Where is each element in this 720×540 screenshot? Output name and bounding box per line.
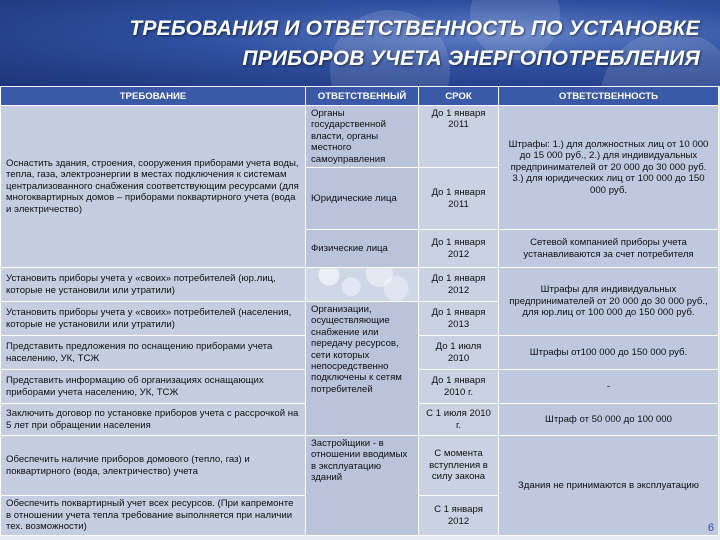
- term-cell: С 1 июля 2010 г.: [419, 404, 499, 436]
- liability-cell: Здания не принимаются в эксплуатацию: [499, 436, 719, 536]
- header-term: СРОК: [419, 87, 499, 106]
- responsible-cell: Органы государственной власти, органы местного самоуправления: [306, 106, 419, 168]
- liability-cell: Сетевой компанией приборы учета устанавливаются за счет потребителя: [499, 230, 719, 268]
- requirements-table: [0, 86, 719, 536]
- term-cell: До 1 января 2013: [419, 302, 499, 336]
- liability-cell: Штрафы: 1.) для должностных лиц от 10 000 до 15 000 руб., 2.) для индивидуальных предпринимателей от 20 000 до 30 000 руб. 3.) для юридических лиц от 100 000 до 150 000 руб.: [499, 106, 719, 230]
- requirement-cell: Заключить договор по установке приборов учета с рассрочкой на 5 лет при обращении населения: [1, 404, 306, 436]
- responsible-cell: Застройщики - в отношении вводимых в эксплуатацию зданий: [306, 436, 419, 536]
- term-cell: До 1 января 2012: [419, 230, 499, 268]
- requirement-cell: Обеспечить наличие приборов домового (тепло, газ) и поквартирного (вода, электричество) учета: [1, 436, 306, 496]
- title-line-2: ПРИБОРОВ УЧЕТА ЭНЕРГОПОТРЕБЛЕНИЯ: [242, 47, 700, 70]
- header-liability: ОТВЕТСТВЕННОСТЬ: [499, 87, 719, 106]
- responsible-cell: Физические лица: [306, 230, 419, 268]
- term-cell: До 1 января 2010 г.: [419, 370, 499, 404]
- requirement-cell: Установить приборы учета у «своих» потребителей (юр.лиц, которые не установили или утратили): [1, 268, 306, 302]
- term-cell: С момента вступления в силу закона: [419, 436, 499, 496]
- term-cell: До 1 января 2011: [419, 106, 499, 168]
- requirement-cell: Установить приборы учета у «своих» потребителей (населения, которые не установили или утратили): [1, 302, 306, 336]
- slide-header: [0, 0, 720, 86]
- table-row: [1, 106, 719, 168]
- term-cell: С 1 января 2012: [419, 496, 499, 536]
- table-header-row: [1, 87, 719, 106]
- term-cell: До 1 января 2012: [419, 268, 499, 302]
- term-cell: До 1 января 2011: [419, 168, 499, 230]
- slide-title: [0, 14, 700, 74]
- term-cell: До 1 июля 2010: [419, 336, 499, 370]
- page-number: 6: [707, 522, 714, 534]
- table-row: [1, 268, 719, 302]
- liability-cell: Штрафы от100 000 до 150 000 руб.: [499, 336, 719, 370]
- responsible-cell: Юридические лица: [306, 168, 419, 230]
- header-responsible: ОТВЕТСТВЕННЫЙ: [306, 87, 419, 106]
- table-row: [1, 436, 719, 496]
- title-line-1: ТРЕБОВАНИЯ И ОТВЕТСТВЕННОСТЬ ПО УСТАНОВКЕ: [129, 17, 700, 40]
- header-requirement: ТРЕБОВАНИЕ: [1, 87, 306, 106]
- requirement-cell: Обеспечить поквартирный учет всех ресурсов. (При капремонте в отношении учета тепла требование выполняется при наличии тех. возможности): [1, 496, 306, 536]
- liability-cell: -: [499, 370, 719, 404]
- requirement-cell: Представить информацию об организациях оснащающих приборами учета населению, УК, ТСЖ: [1, 370, 306, 404]
- liability-cell: Штрафы для индивидуальных предпринимателей от 20 000 до 30 000 руб., для юр.лиц от 100 000 до 150 000 руб.: [499, 268, 719, 336]
- requirement-cell: Оснастить здания, строения, сооружения приборами учета воды, тепла, газа, электроэнергии в местах подключения к системам централизованного снабжения соответствующим ресурсами (для многоквартирных домов – приборами поквартирного учета (вода и электричество): [1, 106, 306, 268]
- responsible-cell: Организации, осуществляющие снабжение или передачу ресурсов, сети которых непосредственно подключены к сетям потребителей: [306, 302, 419, 436]
- empty-responsible-cell: [306, 268, 419, 302]
- liability-cell: Штраф от 50 000 до 100 000: [499, 404, 719, 436]
- requirement-cell: Представить предложения по оснащению приборами учета населению, УК, ТСЖ: [1, 336, 306, 370]
